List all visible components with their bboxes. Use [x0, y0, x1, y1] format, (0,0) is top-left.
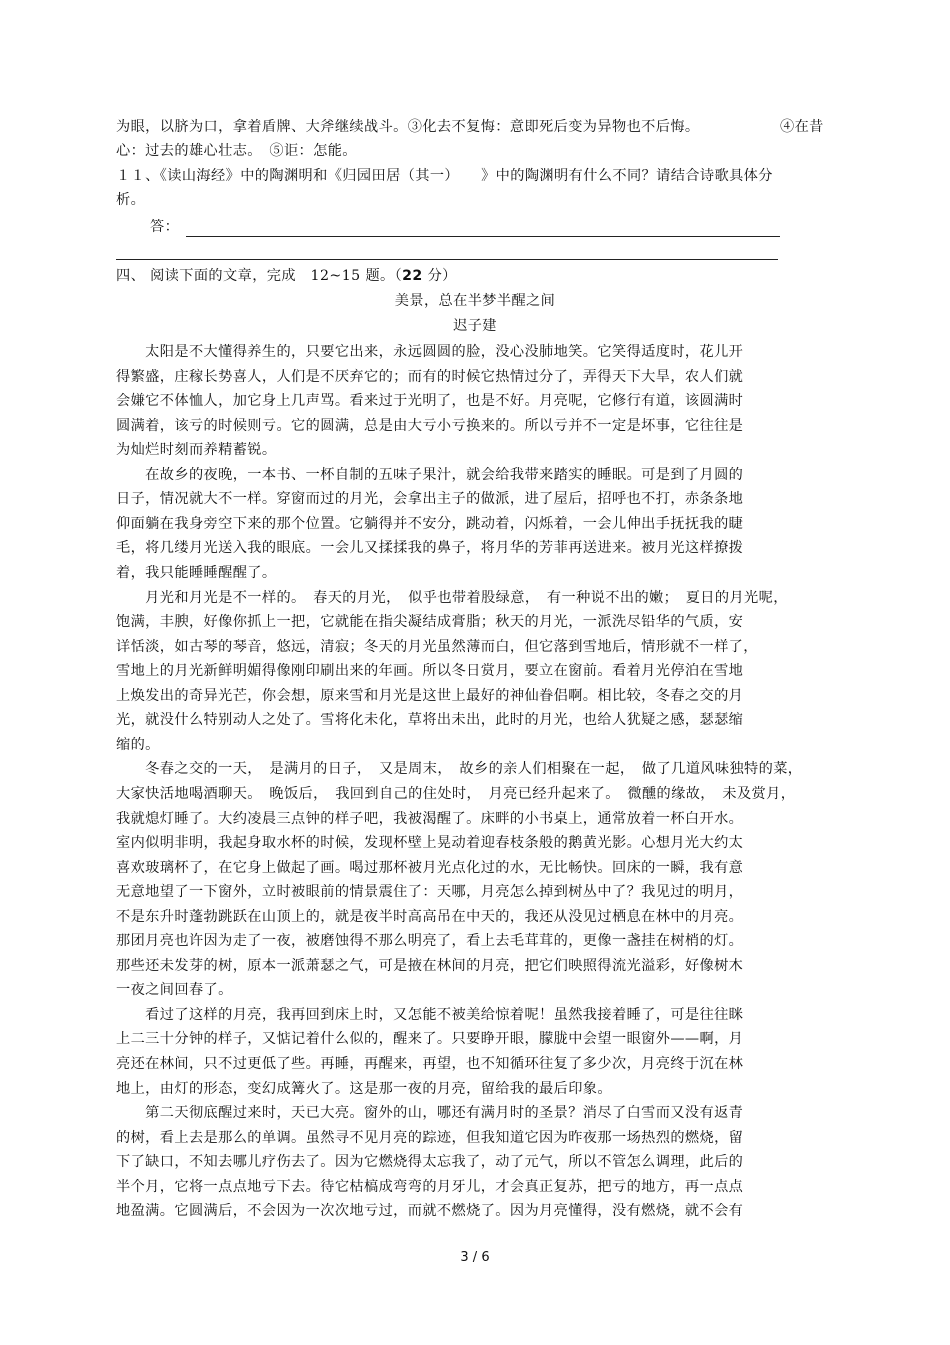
article-line: 缩的。: [116, 736, 160, 753]
article-line: 亮还在林间，只不过更低了些。再睡，再醒来，再望，也不知循环往复了多少次，月亮终于沉在林: [116, 1056, 744, 1072]
article-author: 迟子建: [453, 318, 497, 334]
page-indicator: 3 / 6: [460, 1250, 490, 1265]
article-line: 半个月，它将一点点地亏下去。待它枯槁成弯弯的月牙儿，才会真正复苏，把亏的地方，再一点点: [116, 1178, 744, 1195]
article-line: 地上，由灯的形态，变幻成篝火了。这是那一夜的月亮，留给我的最后印象。: [116, 1080, 612, 1097]
section-4-score: 22: [402, 268, 423, 284]
article-line: 室内似明非明，我起身取水杯的时候，发现杯壁上晃动着迎春枝条般的鹅黄光影。心想月光大约太: [116, 835, 744, 851]
article-line: 大家快活地喝酒聊天。 晚饭后， 我回到自己的住处时， 月亮已经升起来了。 微醺的缘故， 未及赏月，: [116, 785, 796, 802]
article-line: 上焕发出的奇异光芒，你会想，原来雪和月光是这世上最好的神仙眷侣啊。相比较，冬春之交的月: [116, 687, 744, 704]
article-line: 得繁盛，庄稼长势喜人，人们是不厌弃它的；而有的时候它热情过分了，弄得天下大旱，农人们就: [116, 368, 744, 385]
article-line: 一夜之间回春了。: [116, 982, 233, 999]
section-4-heading: [116, 265, 457, 287]
article-line: 仰面躺在我身旁空下来的那个位置。它躺得并不安分，跳动着，闪烁着，一会儿伸出手抚抚我的睫: [116, 515, 744, 532]
article-title: 美景，总在半梦半醒之间: [394, 293, 556, 309]
section-4-heading-post: 分）: [422, 268, 457, 284]
article-line: 地盈满。它圆满后，不会因为一次次地亏过，而就不燃烧了。因为月亮懂得，没有燃烧，就不会有: [116, 1203, 744, 1220]
article-line: 日子，情况就大不一样。穿窗而过的月光，会拿出主子的做派，进了屋后，招呼也不打，赤条条地: [116, 491, 744, 508]
article-line: 不是东升时蓬勃跳跃在山顶上的，就是夜半时高高吊在中天的，我还从没见过栖息在林中的月亮。: [116, 908, 744, 925]
notes-line-1: 为眼，以脐为口，拿着盾牌、大斧继续战斗。③化去不复悔：意即死后变为异物也不后悔。: [116, 119, 700, 135]
article-line: 冬春之交的一天， 是满月的日子， 又是周末， 故乡的亲人们相聚在一起， 做了几道风味独特的菜，: [116, 761, 803, 778]
article-line: 太阳是不大懂得养生的，只要它出来，永远圆圆的脸，没心没肺地笑。它笑得适度时，花儿开: [116, 344, 744, 360]
article-line: 着，我只能睡睡醒醒了。: [116, 565, 277, 581]
article-line: 下了缺口，不知去哪儿疗伤去了。因为它燃烧得太忘我了，动了元气，所以不管怎么调理，此后的: [116, 1154, 744, 1171]
answer-label: 答：: [150, 219, 180, 235]
article-line: 我就熄灯睡了。大约凌晨三点钟的样子吧，我被渴醒了。床畔的小书桌上，通常放着一杯白开水。: [116, 810, 744, 827]
article-line: 光，就没什么特别动人之处了。雪将化未化，草将出未出，此时的月光，也给人犹疑之感，瑟瑟缩: [116, 712, 744, 729]
article-line: 月光和月光是不一样的。 春天的月光， 似乎也带着股绿意， 有一种说不出的嫩； 夏日的月光呢，: [116, 589, 788, 606]
article-line: 为灿烂时刻而养精蓄锐。: [116, 442, 277, 459]
section-4-heading-pre: 四、 阅读下面的文章，完成 12~15 题。（: [116, 268, 403, 284]
answer-line-2[interactable]: [116, 259, 778, 260]
article-line: 详恬淡，如古琴的琴音，悠远，清寂；冬天的月光虽然薄而白，但它落到雪地后，情形就不一样了，: [116, 638, 758, 655]
article-line: 饱满，丰腴，好像你抓上一把，它就能在指尖凝结成膏脂；秋天的月光，一派洗尽铅华的气质，安: [116, 614, 744, 630]
question-11-text: １１、《读山海经》中的陶渊明和《归园田居（其一） 》中的陶渊明有什么不同？请结合诗歌具体分: [116, 168, 773, 184]
article-line: 圆满着，该亏的时候则亏。它的圆满，总是由大亏小亏换来的。所以亏并不一定是坏事，它往往是: [116, 417, 744, 434]
notes-line-1-right: ④在昔: [780, 119, 824, 135]
article-line: 看过了这样的月亮，我再回到床上时，又怎能不被美给惊着呢！虽然我接着睡了，可是往往眯: [116, 1006, 744, 1023]
answer-line-1[interactable]: [186, 236, 780, 237]
notes-line-2: 心：过去的雄心壮志。 ⑤讵：怎能。: [116, 143, 357, 159]
question-11-text-cont: 析。: [116, 192, 146, 208]
article-line: 会嫌它不体恤人，加它身上几声骂。看来过于光明了，也是不好。月亮呢，它修行有道，该圆满时: [116, 393, 744, 410]
article-line: 的树，看上去是那么的单调。虽然寻不见月亮的踪迹，但我知道它因为昨夜那一场热烈的燃烧，留: [116, 1129, 744, 1146]
article-line: 那些还未发芽的树，原本一派萧瑟之气，可是掖在林间的月亮，把它们映照得流光溢彩，好像树木: [116, 957, 744, 974]
article-line: 无意地望了一下窗外，立时被眼前的情景震住了：天哪，月亮怎么掉到树丛中了？我见过的明月，: [116, 884, 744, 901]
article-line: 那团月亮也许因为走了一夜，被磨蚀得不那么明亮了，看上去毛茸茸的，更像一盏挂在树梢的灯。: [116, 933, 744, 950]
article-line: 第二天彻底醒过来时，天已大亮。窗外的山，哪还有满月时的圣景？消尽了白雪而又没有返青: [116, 1105, 744, 1122]
article-line: 喜欢玻璃杯了，在它身上做起了画。喝过那杯被月光点化过的水，无比畅快。回床的一瞬，我有意: [116, 859, 744, 876]
article-line: 在故乡的夜晚，一本书、一杯自制的五味子果汁，就会给我带来踏实的睡眠。可是到了月圆的: [116, 466, 744, 483]
article-line: 雪地上的月光新鲜明媚得像刚印刷出来的年画。所以冬日赏月，要立在窗前。看着月光停泊在雪地: [116, 663, 744, 680]
article-line: 毛，将几缕月光送入我的眼底。一会儿又揉揉我的鼻子，将月华的芳菲再送进来。被月光这样撩拨: [116, 540, 744, 557]
article-line: 上二三十分钟的样子，又惦记着什么似的，醒来了。只要睁开眼，朦胧中会望一眼窗外——啊，月: [116, 1031, 744, 1048]
